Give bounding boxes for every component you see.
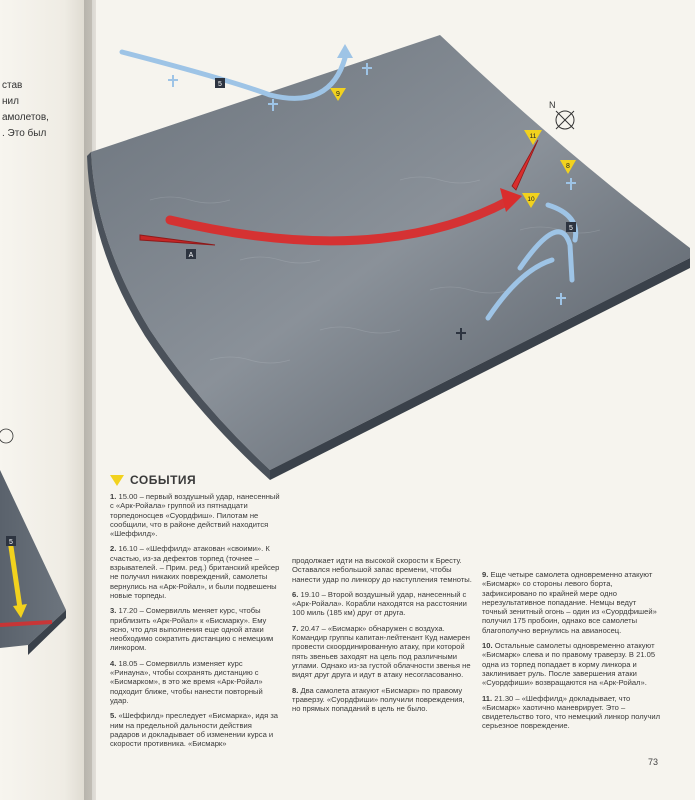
event-text: 19.10 – Второй воздушный удар, нанесенный с «Арк-Ройала». Корабли находятся на расстоянии 100 миль (185 км) друг от друга. (292, 589, 467, 618)
event-text: 16.10 – «Шеффилд» атакован «своими». К счастью, из-за дефектов торпед (точнее – взрывателей. – Прим. ред.) британский крейсер не получил никаких повреждений, самолеты вернулись на «Арк-Ройал», и были подвешены новые торпеды. (110, 544, 280, 600)
event-text: «Шеффилд» преследует «Бисмарка», идя за ним на предельной дальности действия радаров и докладывает об изменении курса и скорости противника. «Бисмарк» (110, 711, 279, 749)
event-text: Остальные самолеты одновременно атакуют «Бисмарк» слева и по правому траверзу. В 21.05 одна из торпед попадает в корму линкора и заклинивает руль. После завершения атаки «Суордфиши» возвращаются на «Арк-Ройал». (482, 641, 656, 688)
event-text: 17.20 – Сомервилль меняет курс, чтобы приблизить «Арк-Ройал» к «Бисмарку». Ему ясно, что для выполнения еще одной атаки необходимо сократить дистанцию с немецким линкором. (110, 606, 274, 653)
event-item (110, 606, 282, 652)
marker-5-right-label: 5 (569, 225, 573, 232)
event-text: 18.05 – Сомервилль изменяет курс «Ринауна», чтобы сохранять дистанцию с «Бисмарком», в это же время «Арк-Ройал» подходит ближе, чтобы нанести повторный удар. (110, 658, 263, 705)
sea-board (87, 35, 690, 480)
events-column-3 (482, 570, 662, 737)
event-item (110, 544, 282, 600)
marker-5-left-label: 5 (9, 539, 13, 546)
event-number: 9. (482, 570, 489, 579)
compass-icon (549, 100, 574, 129)
left-page-text: нил (2, 96, 19, 107)
event-text: Еще четыре самолета одновременно атакуют «Бисмарк» со стороны левого борта, зафиксировано по крайней мере одно нерезультативное попадание. Немцы ведут точный зенитный огонь – один из «Суордфишей» получил 175 пробоин, однако все самолеты благополучно вернулись на авианосец. (482, 570, 657, 635)
event-item (482, 641, 662, 687)
event-item (110, 659, 282, 705)
event-text: 20.47 – «Бисмарк» обнаружен с воздуха. Командир группы капитан-лейтенант Куд намерен провести скоординированную атаку, при которой пять звеньев заходят на цель под различными углами. Однако из-за густой облачности звенья не видят друг друга и идут в атаку несогласованно. (292, 623, 471, 680)
left-page-text: став (2, 80, 23, 91)
event-item (482, 570, 662, 635)
events-column-2 (292, 556, 472, 719)
left-page-text: . Это был (2, 128, 47, 139)
event-8-label: 8 (566, 163, 570, 170)
event-item (292, 624, 472, 680)
event-number: 6. (292, 589, 299, 599)
event-number: 4. (110, 658, 117, 668)
event-9-label: 9 (336, 91, 340, 98)
event-10-label: 10 (527, 196, 535, 203)
compass-left-icon (0, 429, 13, 443)
event-number: 2. (110, 544, 117, 554)
yellow-triangle-icon (110, 475, 124, 486)
event-11-label: 11 (529, 133, 537, 140)
event-number: 5. (110, 711, 117, 721)
events-title: СОБЫТИЯ (130, 473, 197, 487)
event-text: продолжает идти на высокой скорости к Бресту. Оставался небольшой запас времени, чтобы нанести удар по линкору до наступления темноты. (292, 556, 472, 584)
event-text: 21.30 – «Шеффилд» докладывает, что «Бисмарк» хаотично маневрирует. Это – свидетельство того, что немецкий линкор получил серьезное повреждение. (482, 693, 661, 731)
event-item (292, 590, 472, 618)
left-map-fragment (0, 429, 66, 655)
event-number: 10. (482, 641, 493, 651)
marker-5-top-label: 5 (218, 81, 222, 88)
event-text: 15.00 – первый воздушный удар, нанесенный с «Арк-Ройала» группой из пятнадцати торпедоносцев «Суордфиш». Пилотам не сообщили, что в районе действий находится «Шеффилд». (110, 492, 280, 539)
event-item (110, 492, 282, 538)
event-item (292, 686, 472, 714)
event-item (110, 711, 282, 748)
event-item (482, 694, 662, 731)
events-header (110, 472, 196, 488)
event-number: 3. (110, 606, 117, 616)
event-number: 11. (482, 693, 493, 703)
marker-a-label: A (188, 252, 194, 259)
left-page-text: амолетов, (2, 112, 49, 123)
event-number: 1. (110, 492, 117, 501)
events-column-1 (110, 492, 282, 754)
event-number: 7. (292, 623, 299, 633)
event-item (292, 556, 472, 584)
page-number: 73 (648, 757, 659, 767)
event-number: 8. (292, 685, 299, 695)
compass-north-label: N (549, 100, 556, 110)
event-text: Два самолета атакуют «Бисмарк» по правому траверзу. «Суордфиши» получили повреждения, но прямых попаданий в цель не было. (292, 685, 465, 714)
